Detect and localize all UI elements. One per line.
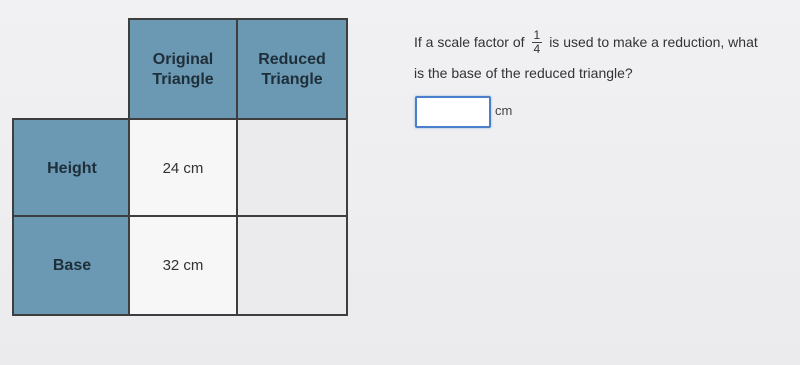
- question-prompt: [414, 25, 794, 83]
- answer-input[interactable]: [415, 96, 491, 128]
- question-text-after: is used to make a reduction, what: [549, 34, 758, 50]
- fraction-denominator: 4: [533, 41, 541, 56]
- row-label-height: [12, 118, 130, 217]
- row-label-base: [12, 215, 130, 316]
- question-text-before: If a scale factor of: [414, 34, 525, 50]
- header-original-label: Original Triangle: [152, 51, 214, 88]
- fraction-numerator: 1: [533, 27, 541, 42]
- cell-height-reduced: [236, 118, 348, 217]
- header-reduced-label: Reduced Triangle: [258, 51, 326, 88]
- scale-factor-fraction: [532, 29, 543, 56]
- question-line-1: [414, 25, 794, 59]
- triangle-table: [12, 18, 348, 316]
- cell-height-original: [128, 118, 236, 217]
- question-line-2: is the base of the reduced triangle?: [414, 65, 633, 81]
- cell-base-reduced: [236, 215, 348, 316]
- header-reduced-triangle: [236, 18, 348, 118]
- answer-row: [415, 96, 512, 128]
- cell-base-original: [128, 215, 236, 316]
- answer-unit: cm: [495, 103, 513, 118]
- row-label-height-text: Height: [47, 159, 97, 177]
- cell-height-original-text: 24 cm: [162, 160, 204, 177]
- header-original-triangle: [128, 18, 236, 118]
- cell-base-original-text: 32 cm: [162, 257, 204, 274]
- row-label-base-text: Base: [52, 256, 92, 274]
